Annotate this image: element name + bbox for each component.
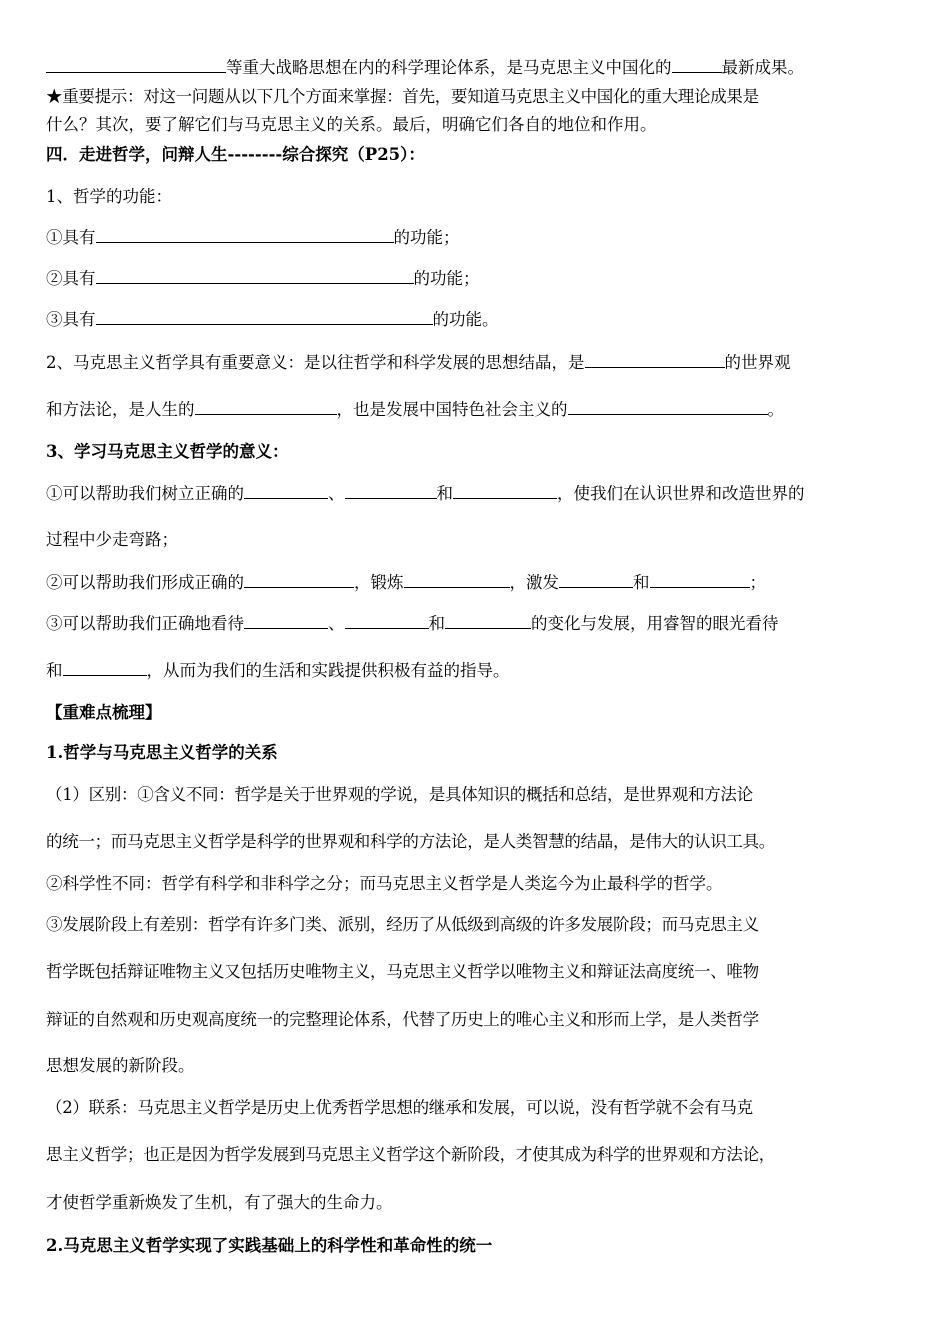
- fill-blank[interactable]: [46, 56, 226, 73]
- key-point-1-title: 1.哲学与马克思主义哲学的关系: [46, 743, 278, 762]
- fill-blank[interactable]: [96, 308, 433, 325]
- fill-blank[interactable]: [672, 56, 722, 73]
- meaning-item-2: ②可以帮助我们形成正确的 ，锻炼 ，激发 和 ；: [46, 573, 766, 592]
- paragraph-line: （1）区别：①含义不同：哲学是关于世界观的学说，是具体知识的概括和总结，是世界观和方法论: [46, 785, 753, 804]
- fill-blank[interactable]: [96, 226, 394, 243]
- meaning-item-3: ③可以帮助我们正确地看待 、 和 的变化与发展，用睿智的眼光看待: [46, 614, 779, 633]
- paragraph-line: （2）联系：马克思主义哲学是历史上优秀哲学思想的继承和发展，可以说，没有哲学就不会有马克: [46, 1098, 753, 1117]
- fill-blank[interactable]: [568, 398, 768, 415]
- fill-blank[interactable]: [445, 612, 531, 629]
- key-point-2-title: 2.马克思主义哲学实现了实践基础上的科学性和革命性的统一: [46, 1236, 493, 1255]
- fill-blank[interactable]: [63, 659, 147, 676]
- fill-blank[interactable]: [650, 571, 750, 588]
- subheading-learning-significance: 3、学习马克思主义哲学的意义：: [46, 442, 289, 461]
- significance-line-2: 和方法论，是人生的 ，也是发展中国特色社会主义的 。: [46, 400, 784, 419]
- function-item-1: ①具有 的功能；: [46, 228, 460, 247]
- paragraph-line: 辩证的自然观和历史观高度统一的完整理论体系，代替了历史上的唯心主义和形而上学，是人类哲学: [46, 1010, 759, 1029]
- fill-blank[interactable]: [96, 267, 414, 284]
- section-heading-four: 四．走进哲学，问辩人生--------综合探究（P25）：: [46, 145, 425, 164]
- line-theory-system: 等重大战略思想在内的科学理论体系，是马克思主义中国化的 最新成果。: [46, 56, 804, 79]
- tip-line-1: ★重要提示：对这一问题从以下几个方面来掌握：首先，要知道马克思主义中国化的重大理论成果是: [46, 87, 759, 106]
- paragraph-line: 思主义哲学；也正是因为哲学发展到马克思主义哲学这个新阶段，才使其成为科学的世界观和方法论，: [46, 1145, 776, 1164]
- meaning-item-1-cont: 过程中少走弯路；: [46, 530, 178, 549]
- meaning-item-1: ①可以帮助我们树立正确的 、 和 ，使我们在认识世界和改造世界的: [46, 484, 805, 503]
- fill-blank[interactable]: [345, 482, 437, 499]
- paragraph-line: 才使哲学重新焕发了生机，有了强大的生命力。: [46, 1193, 393, 1212]
- meaning-item-3-cont: 和 ，从而为我们的生活和实践提供积极有益的指导。: [46, 661, 510, 680]
- tip-line-2: 什么？其次，要了解它们与马克思主义的关系。最后，明确它们各自的地位和作用。: [46, 115, 657, 134]
- paragraph-line: 的统一；而马克思主义哲学是科学的世界观和科学的方法论，是人类智慧的结晶，是伟大的认识工具。: [46, 832, 776, 851]
- fill-blank[interactable]: [559, 571, 633, 588]
- fill-blank[interactable]: [244, 612, 328, 629]
- fill-blank[interactable]: [453, 482, 557, 499]
- paragraph-line: 哲学既包括辩证唯物主义又包括历史唯物主义，马克思主义哲学以唯物主义和辩证法高度统一、唯物: [46, 962, 759, 981]
- fill-blank[interactable]: [195, 398, 337, 415]
- fill-blank[interactable]: [244, 571, 354, 588]
- fill-blank[interactable]: [585, 351, 725, 368]
- fill-blank[interactable]: [244, 482, 328, 499]
- fill-blank[interactable]: [404, 571, 510, 588]
- key-points-heading: 【重难点梳理】: [46, 703, 162, 722]
- significance-line-1: 2、马克思主义哲学具有重要意义：是以往哲学和科学发展的思想结晶，是 的世界观: [46, 353, 791, 372]
- paragraph-line: ③发展阶段上有差别：哲学有许多门类、派别，经历了从低级到高级的许多发展阶段；而马克思主义: [46, 915, 759, 934]
- paragraph-line: ②科学性不同：哲学有科学和非科学之分；而马克思主义哲学是人类迄今为止最科学的哲学。: [46, 874, 723, 893]
- fill-blank[interactable]: [345, 612, 429, 629]
- paragraph-line: 思想发展的新阶段。: [46, 1056, 195, 1075]
- subheading-philosophy-functions: 1、哲学的功能：: [46, 187, 172, 206]
- function-item-2: ②具有 的功能；: [46, 269, 480, 288]
- function-item-3: ③具有 的功能。: [46, 310, 499, 329]
